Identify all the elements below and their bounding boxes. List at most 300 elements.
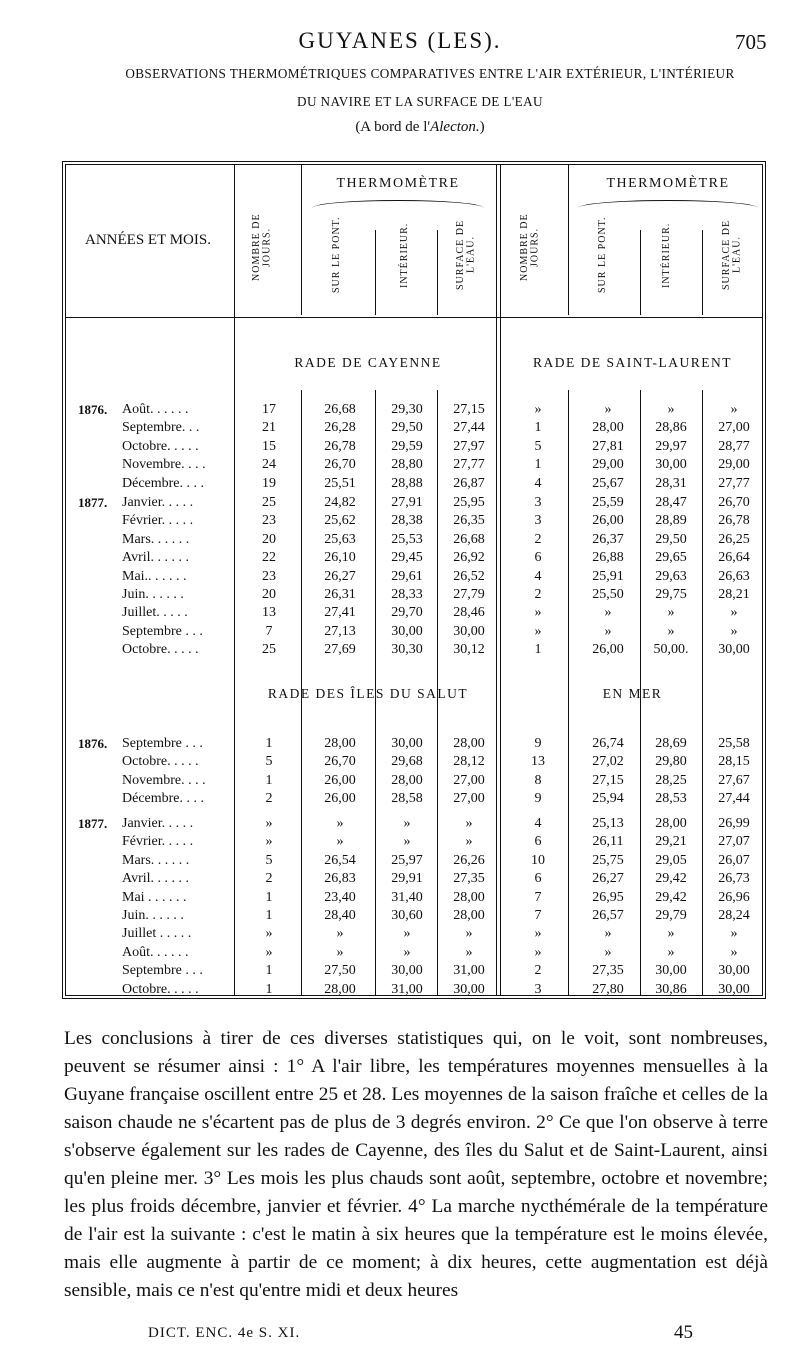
table-cell: 28,77: [718, 438, 750, 454]
table-cell: 28,40: [324, 908, 356, 923]
col-header-surface-left: SURFACE DE L'EAU.: [455, 219, 477, 291]
table-cell: 28,24: [718, 908, 750, 923]
table-row: [0, 641, 800, 659]
table-cell: 23,40: [324, 889, 356, 905]
table-cell: 26,73: [718, 871, 750, 887]
table-cell: 29,63: [655, 568, 687, 584]
table-cell: 28,58: [391, 791, 423, 807]
table-cell: 27,79: [453, 587, 485, 602]
table-cell: 2: [265, 791, 273, 807]
table-cell: 5: [534, 438, 542, 454]
table-cell: 30,00: [718, 963, 750, 979]
row-month: Novembre. . . .: [122, 772, 206, 788]
table-cell: 26,68: [453, 531, 485, 547]
table-cell: »: [534, 623, 542, 639]
row-month: Août. . . . . .: [122, 402, 189, 417]
col-header-surface-right: SURFACE DE L'EAU.: [721, 219, 743, 291]
table-cell: 28,69: [655, 736, 687, 751]
col-header-nombre-left: NOMBRE DE JOURS.: [251, 213, 273, 282]
table-cell: »: [336, 926, 344, 942]
table-cell: 26,63: [718, 568, 750, 584]
table-cell: 26,25: [718, 531, 750, 547]
table-cell: 20: [262, 587, 276, 602]
table-cell: 25,50: [592, 587, 624, 602]
table-cell: 28,00: [453, 736, 485, 751]
table-cell: 29,50: [391, 420, 423, 436]
table-cell: »: [265, 816, 273, 831]
table-cell: »: [336, 944, 344, 960]
table-cell: 29,05: [655, 852, 687, 868]
row-month: Avril. . . . . .: [122, 871, 190, 887]
table-row: [0, 419, 800, 437]
table-cell: 26,52: [453, 568, 485, 584]
table-cell: 7: [534, 889, 542, 905]
row-month: Octobre. . . . .: [122, 438, 199, 454]
table-cell: 27,44: [718, 791, 750, 807]
table-cell: 26,99: [718, 816, 750, 831]
table-cell: 25,95: [453, 495, 485, 510]
table-cell: 29,75: [655, 587, 687, 602]
table-cell: »: [730, 944, 738, 960]
col-header-thermometre-left: THERMOMÈTRE: [336, 176, 460, 191]
table-cell: 9: [534, 736, 542, 751]
table-cell: 30,00: [391, 963, 423, 979]
row-month: Mai . . . . . .: [122, 889, 187, 905]
row-month: Décembre. . . .: [122, 475, 205, 491]
table-row: [0, 531, 800, 549]
table-cell: »: [403, 926, 411, 942]
table-row: [0, 981, 800, 999]
col-header-thermometre-right: THERMOMÈTRE: [606, 176, 730, 191]
table-cell: 28,53: [655, 791, 687, 807]
table-cell: 26,35: [453, 513, 485, 529]
header-rule: [66, 317, 762, 318]
table-cell: »: [265, 834, 273, 850]
table-cell: 30,86: [655, 981, 687, 997]
table-cell: 28,46: [453, 605, 485, 621]
table-cell: 28,15: [718, 754, 750, 770]
table-cell: 26,96: [718, 889, 750, 905]
table-cell: 26,70: [324, 457, 356, 473]
row-month: Avril. . . . . .: [122, 550, 190, 566]
table-cell: 23: [262, 513, 276, 529]
col-rule: [375, 230, 376, 315]
col-header-annees: ANNÉES ET MOIS.: [85, 232, 211, 248]
row-month: Février. . . . .: [122, 834, 194, 850]
table-cell: 27,00: [718, 420, 750, 436]
row-month: Mars. . . . . .: [122, 531, 190, 547]
row-month: Septembre . . .: [122, 736, 203, 751]
table-cell: 26,88: [592, 550, 624, 566]
table-cell: 23: [262, 568, 276, 584]
running-title: GUYANES (LES).: [298, 28, 502, 53]
table-cell: »: [465, 926, 473, 942]
table-row: [0, 833, 800, 851]
table-row: [0, 753, 800, 771]
table-cell: 29,97: [655, 438, 687, 454]
table-cell: »: [604, 605, 612, 621]
table-cell: 27,69: [324, 642, 356, 658]
table-cell: »: [465, 816, 473, 831]
table-cell: 28,25: [655, 772, 687, 788]
table-cell: 28,00: [391, 772, 423, 788]
col-header-interieur-right: INTÉRIEUR.: [661, 222, 672, 288]
table-cell: 29,59: [391, 438, 423, 454]
row-month: Août. . . . . .: [122, 944, 189, 960]
table-cell: 7: [265, 623, 273, 639]
table-cell: 28,80: [391, 457, 423, 473]
table-row: [0, 438, 800, 456]
table-cell: 5: [265, 754, 273, 770]
table-cell: »: [730, 623, 738, 639]
table-cell: 9: [534, 791, 542, 807]
table-cell: 26,00: [592, 513, 624, 529]
table-cell: »: [265, 944, 273, 960]
table-cell: 29,91: [391, 871, 423, 887]
table-cell: 26,00: [324, 791, 356, 807]
table-cell: 27,97: [453, 438, 485, 454]
table-cell: 29,70: [391, 605, 423, 621]
table-cell: 22: [262, 550, 276, 566]
table-cell: 3: [534, 495, 542, 510]
table-cell: 26,70: [324, 754, 356, 770]
table-cell: 27,15: [453, 402, 485, 417]
table-cell: »: [534, 605, 542, 621]
col-header-sur-pont-right: SUR LE PONT.: [597, 216, 608, 294]
table-cell: 17: [262, 402, 276, 417]
table-cell: »: [403, 834, 411, 850]
body-paragraph: Les conclusions à tirer de ces diverses statistiques qui, on le voit, sont nombreuses, peuvent se résumer ainsi : 1° A l'air libre, les températures moyennes mensuelles à la Guyane française oscillent entre 25 et 28. Les moyennes de la saison fraîche et celles de la saison chaude ne s'écartent pas de plus de 3 degrés environ. 2° Ce que l'on observe à terre s'observe également sur les rades de Cayenne, des îles du Salut et de Saint-Laurent, ainsi qu'en pleine mer. 3° Les mois les plus chauds sont août, septembre, octobre et novembre; les plus froids décembre, janvier et février. 4° La marche nycthémérale de la température de l'air est la suivante : c'est le matin à six heures que la température est le moins élevée, mais elle augmente à partir de ce moment; à dix heures, cette augmentation est déjà sensible, mais ce n'est qu'entre midi et deux heures: [64, 1028, 768, 1301]
table-cell: 27,41: [324, 605, 356, 621]
table-cell: 28,31: [655, 475, 687, 491]
col-header-sur-pont-left: SUR LE PONT.: [331, 216, 342, 294]
table-row: [0, 456, 800, 474]
table-cell: »: [534, 944, 542, 960]
table-cell: »: [604, 926, 612, 942]
table-cell: 27,15: [592, 772, 624, 788]
table-cell: 3: [534, 513, 542, 529]
col-header-nombre-right: NOMBRE DE JOURS.: [519, 213, 541, 282]
table-cell: 27,81: [592, 438, 624, 454]
table-cell: »: [667, 944, 675, 960]
table-row: [0, 623, 800, 641]
table-cell: 25,94: [592, 791, 624, 807]
table-cell: 29,61: [391, 568, 423, 584]
table-cell: 7: [534, 908, 542, 923]
table-cell: 30,00: [453, 623, 485, 639]
col-rule: [437, 230, 438, 315]
row-month: Octobre. . . . .: [122, 754, 199, 770]
table-cell: 28,86: [655, 420, 687, 436]
table-cell: 1: [265, 963, 273, 979]
table-cell: 2: [534, 963, 542, 979]
table-cell: 26,83: [324, 871, 356, 887]
section-en-mer: EN MER: [602, 686, 663, 701]
table-cell: »: [730, 926, 738, 942]
brace-right: [578, 200, 758, 209]
table-cell: 30,00: [453, 981, 485, 997]
table-cell: 25,67: [592, 475, 624, 491]
table-cell: »: [667, 605, 675, 621]
table-cell: 6: [534, 550, 542, 566]
table-cell: 29,80: [655, 754, 687, 770]
table-cell: »: [403, 944, 411, 960]
table-cell: 1: [534, 457, 542, 473]
table-row: [0, 925, 800, 943]
table-row: [0, 568, 800, 586]
row-month: Février. . . . .: [122, 513, 194, 529]
row-year: 1877.: [78, 816, 108, 831]
table-cell: »: [336, 816, 344, 831]
table-cell: 30,60: [391, 908, 423, 923]
row-year: 1876.: [78, 402, 108, 417]
col-rule: [301, 165, 302, 315]
table-row: [0, 586, 800, 604]
ship-name: Alecton.: [430, 119, 480, 135]
table-cell: 1: [265, 736, 273, 751]
table-cell: »: [336, 834, 344, 850]
table-cell: 8: [534, 772, 542, 788]
table-cell: 28,00: [453, 889, 485, 905]
table-cell: 26,28: [324, 420, 356, 436]
table-cell: 28,00: [655, 816, 687, 831]
table-row: [0, 870, 800, 888]
table-cell: 27,80: [592, 981, 624, 997]
row-month: Janvier. . . . .: [122, 816, 194, 831]
row-month: Juin. . . . . .: [122, 908, 184, 923]
table-cell: 28,00: [592, 420, 624, 436]
table-cell: 4: [534, 568, 542, 584]
table-cell: 27,50: [324, 963, 356, 979]
col-header-interieur-left: INTÉRIEUR.: [399, 222, 410, 288]
table-cell: 30,12: [453, 642, 485, 658]
table-cell: 30,00: [655, 963, 687, 979]
table-cell: »: [265, 926, 273, 942]
table-cell: 10: [531, 852, 545, 868]
table-cell: 28,21: [718, 587, 750, 602]
table-cell: 28,33: [391, 587, 423, 602]
table-cell: 28,00: [324, 736, 356, 751]
table-cell: 28,12: [453, 754, 485, 770]
table-cell: 27,00: [453, 772, 485, 788]
table-cell: 2: [534, 531, 542, 547]
table-row: [0, 962, 800, 980]
section-rade-de-saint-laurent: RADE DE SAINT-LAURENT: [533, 355, 732, 370]
table-cell: 26,27: [592, 871, 624, 887]
table-cell: 4: [534, 816, 542, 831]
table-cell: 13: [262, 605, 276, 621]
table-cell: 5: [265, 852, 273, 868]
table-cell: 28,47: [655, 495, 687, 510]
table-cell: »: [667, 402, 675, 417]
table-cell: »: [465, 944, 473, 960]
row-month: Mars. . . . . .: [122, 852, 190, 868]
table-cell: 31,00: [391, 981, 423, 997]
table-cell: 6: [534, 834, 542, 850]
table-cell: 25,53: [391, 531, 423, 547]
table-cell: 1: [534, 420, 542, 436]
col-rule: [640, 230, 641, 315]
table-cell: »: [667, 623, 675, 639]
table-cell: 15: [262, 438, 276, 454]
table-cell: 26,70: [718, 495, 750, 510]
table-row: [0, 889, 800, 907]
table-cell: 1: [265, 889, 273, 905]
table-cell: 26,00: [324, 772, 356, 788]
table-cell: 28,89: [655, 513, 687, 529]
table-title-line-1: OBSERVATIONS THERMOMÉTRIQUES COMPARATIVES ENTRE L'AIR EXTÉRIEUR, L'INTÉRIEUR: [125, 66, 735, 81]
table-cell: 29,50: [655, 531, 687, 547]
page-number: 705: [735, 30, 767, 54]
table-cell: 29,42: [655, 889, 687, 905]
table-cell: »: [667, 926, 675, 942]
table-cell: 4: [534, 475, 542, 491]
table-cell: 26,95: [592, 889, 624, 905]
table-cell: »: [604, 402, 612, 417]
row-month: Septembre . . .: [122, 623, 203, 639]
table-title-line-2: DU NAVIRE ET LA SURFACE DE L'EAU: [297, 94, 543, 109]
table-cell: 30,00: [391, 623, 423, 639]
table-cell: 29,30: [391, 402, 423, 417]
table-cell: 2: [534, 587, 542, 602]
row-month: Septembre. . .: [122, 420, 200, 436]
table-cell: 30,30: [391, 642, 423, 658]
table-cell: 13: [531, 754, 545, 770]
table-cell: 31,40: [391, 889, 423, 905]
table-cell: 29,45: [391, 550, 423, 566]
table-cell: 27,00: [453, 791, 485, 807]
table-cell: 29,68: [391, 754, 423, 770]
table-cell: 25,63: [324, 531, 356, 547]
table-cell: 28,00: [453, 908, 485, 923]
table-cell: 3: [534, 981, 542, 997]
table-cell: 26,92: [453, 550, 485, 566]
table-cell: 26,31: [324, 587, 356, 602]
row-year: 1876.: [78, 736, 108, 751]
table-cell: 26,68: [324, 402, 356, 417]
table-cell: 27,67: [718, 772, 750, 788]
table-cell: 1: [265, 981, 273, 997]
table-cell: 50,00.: [653, 642, 689, 658]
table-row: [0, 944, 800, 962]
table-cell: 25,59: [592, 495, 624, 510]
table-cell: 27,44: [453, 420, 485, 436]
table-cell: 2: [265, 871, 273, 887]
table-row: [0, 549, 800, 567]
table-row: [0, 604, 800, 622]
table-cell: 29,00: [592, 457, 624, 473]
table-cell: »: [403, 816, 411, 831]
row-month: Mai.. . . . . .: [122, 568, 187, 584]
table-cell: 25,97: [391, 852, 423, 868]
table-cell: 29,21: [655, 834, 687, 850]
table-cell: 25,58: [718, 736, 750, 751]
row-year: 1877.: [78, 495, 108, 510]
table-row: [0, 512, 800, 530]
row-month: Juillet. . . . .: [122, 605, 188, 621]
table-cell: 24: [262, 457, 276, 473]
table-cell: 28,38: [391, 513, 423, 529]
table-cell: »: [730, 605, 738, 621]
table-cell: 26,78: [718, 513, 750, 529]
col-rule: [568, 165, 569, 315]
table-row: [0, 790, 800, 808]
table-cell: 25,62: [324, 513, 356, 529]
table-row: [0, 401, 800, 419]
footer-signature: DICT. ENC. 4e S. XI.: [148, 1325, 301, 1341]
table-cell: 25,51: [324, 475, 356, 491]
table-cell: 25: [262, 642, 276, 658]
table-cell: 30,00: [391, 736, 423, 751]
table-cell: 20: [262, 531, 276, 547]
table-cell: 27,77: [718, 475, 750, 491]
table-cell: 6: [534, 871, 542, 887]
table-cell: »: [465, 834, 473, 850]
table-cell: 26,78: [324, 438, 356, 454]
table-title-line-3: (A bord de l'Alecton.): [355, 119, 485, 135]
table-row: [0, 852, 800, 870]
table-cell: »: [534, 926, 542, 942]
table-cell: 26,74: [592, 736, 624, 751]
row-month: Juin. . . . . .: [122, 587, 184, 602]
footer-sheet-number: 45: [674, 1322, 693, 1343]
table-cell: 25: [262, 495, 276, 510]
table-cell: 26,87: [453, 475, 485, 491]
table-cell: 27,77: [453, 457, 485, 473]
table-row: [0, 494, 800, 512]
table-cell: 26,26: [453, 852, 485, 868]
table-cell: 1: [265, 908, 273, 923]
table-cell: 25,13: [592, 816, 624, 831]
table-row: [0, 735, 800, 753]
table-cell: 26,11: [592, 834, 624, 850]
table-cell: 30,00: [718, 642, 750, 658]
table-cell: 26,27: [324, 568, 356, 584]
table-cell: 27,13: [324, 623, 356, 639]
table-cell: 25,91: [592, 568, 624, 584]
table-cell: 29,42: [655, 871, 687, 887]
row-month: Juillet . . . . .: [122, 926, 192, 942]
table-cell: 28,88: [391, 475, 423, 491]
brace-left: [312, 200, 484, 209]
table-cell: »: [534, 402, 542, 417]
table-cell: »: [604, 944, 612, 960]
row-month: Novembre. . . .: [122, 457, 206, 473]
section-rade-de-cayenne: RADE DE CAYENNE: [294, 355, 442, 370]
row-month: Décembre. . . .: [122, 791, 205, 807]
table-cell: 27,02: [592, 754, 624, 770]
table-cell: 1: [265, 772, 273, 788]
table-cell: 26,54: [324, 852, 356, 868]
table-cell: 26,57: [592, 908, 624, 923]
table-cell: 27,91: [391, 495, 423, 510]
row-month: Janvier. . . . .: [122, 495, 194, 510]
table-cell: 27,35: [453, 871, 485, 887]
table-row: [0, 475, 800, 493]
table-cell: 26,07: [718, 852, 750, 868]
table-row: [0, 815, 800, 833]
table-cell: 29,65: [655, 550, 687, 566]
table-cell: 26,37: [592, 531, 624, 547]
table-cell: 30,00: [718, 981, 750, 997]
table-cell: 27,07: [718, 834, 750, 850]
table-cell: 26,00: [592, 642, 624, 658]
col-rule: [702, 230, 703, 315]
table-cell: 31,00: [453, 963, 485, 979]
row-month: Octobre. . . . .: [122, 642, 199, 658]
table-cell: »: [730, 402, 738, 417]
table-cell: 27,35: [592, 963, 624, 979]
